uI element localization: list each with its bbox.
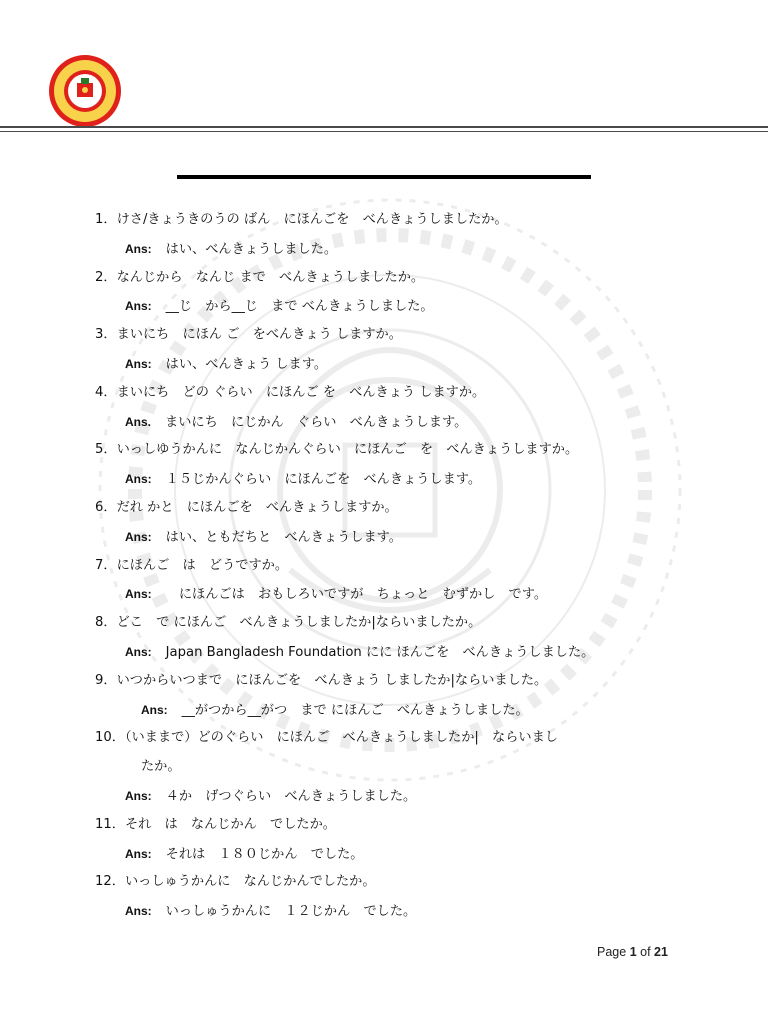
question-number: 7．	[95, 557, 117, 573]
question-text: いっしゅうかんに なんじかんでしたか。	[124, 874, 376, 890]
question-line	[95, 811, 695, 840]
answer-text: Japan Bangladesh Foundation にに ほんごを べんきょうしました。	[165, 644, 595, 660]
header-rule-thick	[0, 126, 768, 128]
answer-text: ４か げつぐらい べんきょうしました。	[165, 788, 417, 804]
answer-text: はい、ともだちと べんきょうします。	[165, 529, 402, 545]
question-number: 4．	[95, 384, 117, 400]
question-text: けさ/きょうきのうの ばん にほんごを べんきょうしましたか。	[116, 212, 508, 227]
title-bar	[177, 175, 591, 179]
question-line	[95, 868, 695, 897]
question-text: まいにち にほん ご をべんきょう しますか。	[116, 327, 402, 343]
question-number: 1．	[95, 212, 117, 227]
question-text: なんじから なんじ まで べんきょうしましたか。	[116, 269, 425, 285]
question-number: 10．	[95, 730, 125, 746]
question-text: にほんご は どうですか。	[116, 557, 289, 573]
answer-label: Ans:	[125, 904, 152, 919]
answer-line	[95, 523, 695, 552]
answer-line	[95, 782, 695, 811]
question-text: どこ で にほんご べんきょうしましたか|ならいましたか。	[116, 615, 482, 631]
question-number: 6．	[95, 499, 117, 515]
answer-label: Ans:	[125, 788, 152, 803]
question-number: 3．	[95, 327, 117, 343]
answer-line	[95, 580, 695, 609]
question-line	[95, 206, 695, 235]
answer-label: Ans:	[125, 846, 152, 861]
page-total: 21	[654, 945, 668, 959]
question-text-continued: たか。	[141, 759, 181, 775]
question-text: まいにち どの ぐらい にほんご を べんきょう しますか。	[116, 384, 486, 400]
answer-text: まいにち にじかん ぐらい べんきょうします。	[165, 414, 468, 430]
question-number: 2．	[95, 269, 117, 285]
answer-text: __じ から__じ まで べんきょうしました。	[165, 299, 434, 315]
answer-line	[95, 292, 695, 321]
answer-label: Ans.	[125, 414, 152, 429]
answer-text: はい、べんきょう します。	[165, 356, 328, 372]
question-line	[95, 321, 695, 350]
answer-line	[95, 638, 695, 667]
answer-label: Ans:	[125, 241, 152, 256]
qa-list	[95, 206, 695, 926]
question-text: （いままで）どのぐらい にほんご べんきょうしましたか| ならいまし	[124, 730, 558, 746]
question-text: いつからいつまで にほんごを べんきょう しましたか|ならいました。	[116, 672, 548, 688]
answer-text: にほんごは おもしろいですが ちょっと むずかし です。	[165, 587, 548, 603]
question-text: それ は なんじかん でしたか。	[124, 816, 336, 832]
question-number: 11．	[95, 816, 125, 832]
answer-line	[95, 897, 695, 926]
answer-label: Ans:	[125, 529, 152, 544]
answer-label: Ans:	[125, 299, 152, 314]
question-text: いっしゆうかんに なんじかんぐらい にほんご を べんきょうしますか。	[116, 442, 579, 458]
page-footer	[597, 945, 668, 959]
question-number: 9．	[95, 672, 117, 688]
question-number: 12．	[95, 874, 125, 890]
answer-label: Ans:	[125, 356, 152, 371]
question-line	[95, 379, 695, 408]
question-line	[95, 609, 695, 638]
answer-text: __がつから__がつ まで にほんご べんきょうしました。	[181, 702, 529, 718]
question-line	[95, 724, 695, 753]
answer-line	[95, 408, 695, 437]
answer-line	[95, 350, 695, 379]
answer-label: Ans:	[125, 472, 152, 487]
question-line	[95, 436, 695, 465]
question-text: だれ かと にほんごを べんきょうしますか。	[116, 499, 398, 515]
answer-text: はい、べんきょうしました。	[165, 241, 338, 257]
answer-label: Ans:	[125, 587, 152, 602]
question-line	[95, 494, 695, 523]
answer-line	[95, 465, 695, 494]
of-word: of	[640, 945, 651, 959]
question-line	[95, 264, 695, 293]
answer-line	[95, 235, 695, 264]
question-continuation	[95, 753, 695, 782]
foundation-logo	[48, 54, 122, 128]
page-number: 1	[629, 945, 637, 959]
question-number: 5．	[95, 442, 117, 458]
answer-line	[95, 696, 695, 725]
answer-text: いっしゅうかんに １２じかん でした。	[165, 904, 417, 920]
page-word: Page	[597, 945, 627, 959]
question-line	[95, 552, 695, 581]
header-rule-thin	[0, 131, 768, 132]
question-line	[95, 667, 695, 696]
logo-emblem-icon	[48, 54, 122, 128]
answer-label: Ans:	[141, 702, 168, 717]
answer-text: それは １８０じかん でした。	[165, 846, 364, 862]
answer-label: Ans:	[125, 644, 152, 659]
answer-text: １５じかんぐらい にほんごを べんきょうします。	[165, 472, 482, 488]
question-number: 8．	[95, 615, 117, 631]
answer-line	[95, 840, 695, 869]
